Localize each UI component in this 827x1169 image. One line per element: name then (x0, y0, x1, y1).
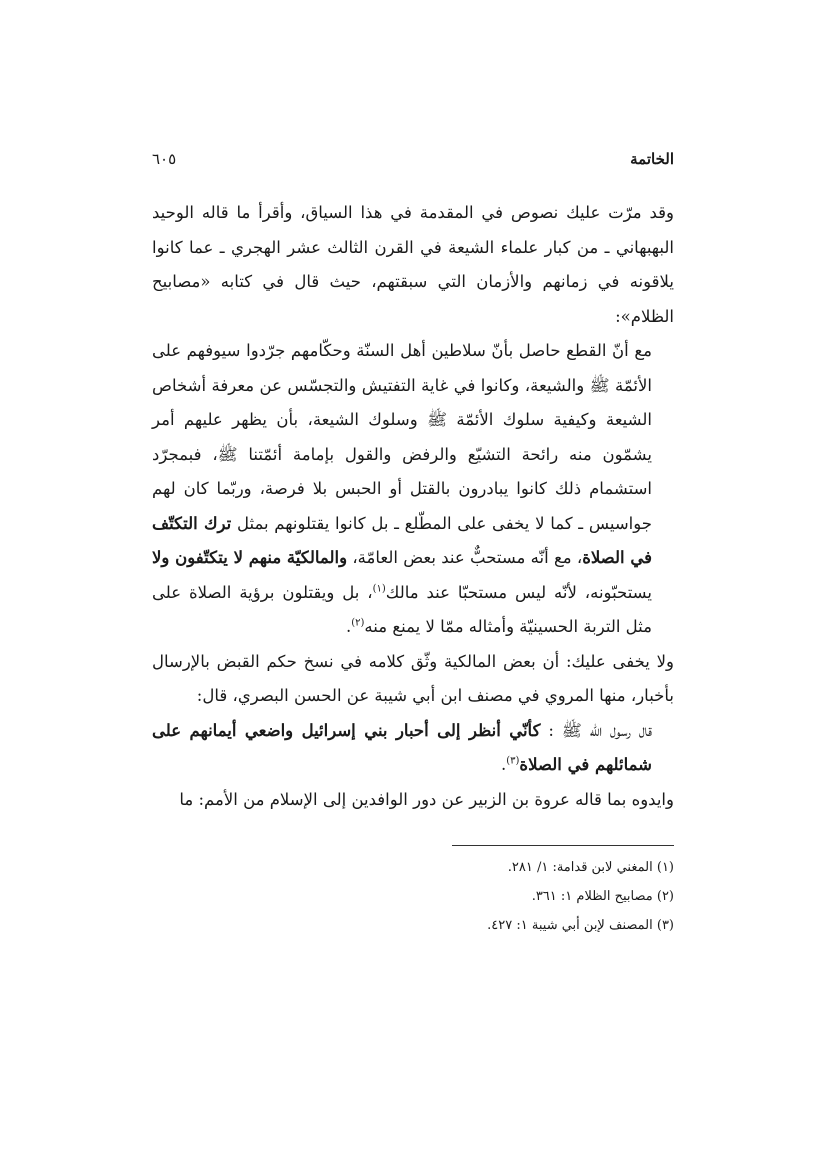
quote-text-4: ، بل ويقتلون برؤية الصلاة على مثل التربة الحسينيّة وأمثاله ممّا لا يمنع منه (152, 582, 652, 636)
quote-text-2: ، مع أنّه مستحبٌّ عند بعض العامّة، (352, 548, 583, 567)
quote-end: . (345, 617, 352, 636)
paragraph-2: ولا يخفى عليك: أن بعض المالكية وثّق كلامه في نسخ حكم القبض بالإرسال بأخبار، منها المروي في مصنف ابن أبي شيبة عن الحسن البصري، قال: (152, 651, 674, 705)
footnote-divider (452, 845, 674, 846)
quote-text-3: يستحبّونه، لأنّه ليس مستحبّا عند مالك (385, 582, 652, 602)
quote-emphasis-1: ترك التكتّف في الصلاة (152, 513, 653, 567)
page-number: ٦٠٥ (152, 150, 177, 168)
quote-emphasis-2: والمالكيّة منهم لا يتكتّفون ولا (152, 548, 348, 567)
main-text (152, 196, 674, 817)
footnote-ref-1[interactable]: (١) (372, 583, 386, 594)
hadith-end: . (500, 755, 507, 774)
hadith-intro: قال رسول الله ﷺ : (548, 720, 653, 740)
hadith-text: كأنّي أنظر إلى أحبار بني إسرائيل واضعي أيمانهم على شمائلهم في الصلاة (152, 720, 652, 774)
hadith-paragraph (152, 714, 674, 783)
footnote-3: (٣) المصنف لإبن أبي شيبة ١: ٤٢٧. (487, 918, 674, 933)
footnote-ref-2[interactable]: (٢) (351, 617, 365, 629)
footnote-2: (٢) مصابيح الظلام ١: ٣٦١. (531, 889, 674, 904)
quote-text-1: مع أنّ القطع حاصل بأنّ سلاطين أهل السنّة وحكّامهم جرّدوا سيوفهم على الأئمّة ﷺ والشيعة، وكانوا في غاية التفتيش والتجسّس عن معرفة أشخاص الشيعة وكيفية سلوك الأئمّة ﷺ وسلوك الشيعة، بأن يظهر عليهم أمر يشمّون منه رائحة التشيّع والرفض والقول بإمامة أئمّتنا ﷺ، فبمجرّد استشمام ذلك كانوا يبادرون بالقتل أو الحبس بلا فرصة، وربّما كان لهم جواسيس ـ كما لا يخفى على المطّلع ـ بل كانوا يقتلونهم بمثل (152, 341, 652, 533)
paragraph-3: وايدوه بما قاله عروة بن الزبير عن دور الوافدين إلى الإسلام من الأمم: ما (179, 789, 674, 809)
footnote-1: (١) المغني لابن قدامة: ١/ ٢٨١. (507, 860, 674, 875)
footnotes (152, 853, 674, 940)
intro-paragraph: وقد مرّت عليك نصوص في المقدمة في هذا السياق، وأقرأ ما قاله الوحيد البهبهاني ـ من كبار علماء الشيعة في القرن الثالث عشر الهجري ـ عما كانوا يلاقونه في زمانهم والأزمان التي سبقتهم، حيث قال في كتابه «مصابيح الظلام»: (152, 203, 674, 326)
block-quote (152, 334, 674, 645)
running-title: الخاتمة (630, 150, 674, 168)
footnote-ref-3[interactable]: (٣) (506, 755, 520, 767)
page-header (152, 150, 674, 180)
